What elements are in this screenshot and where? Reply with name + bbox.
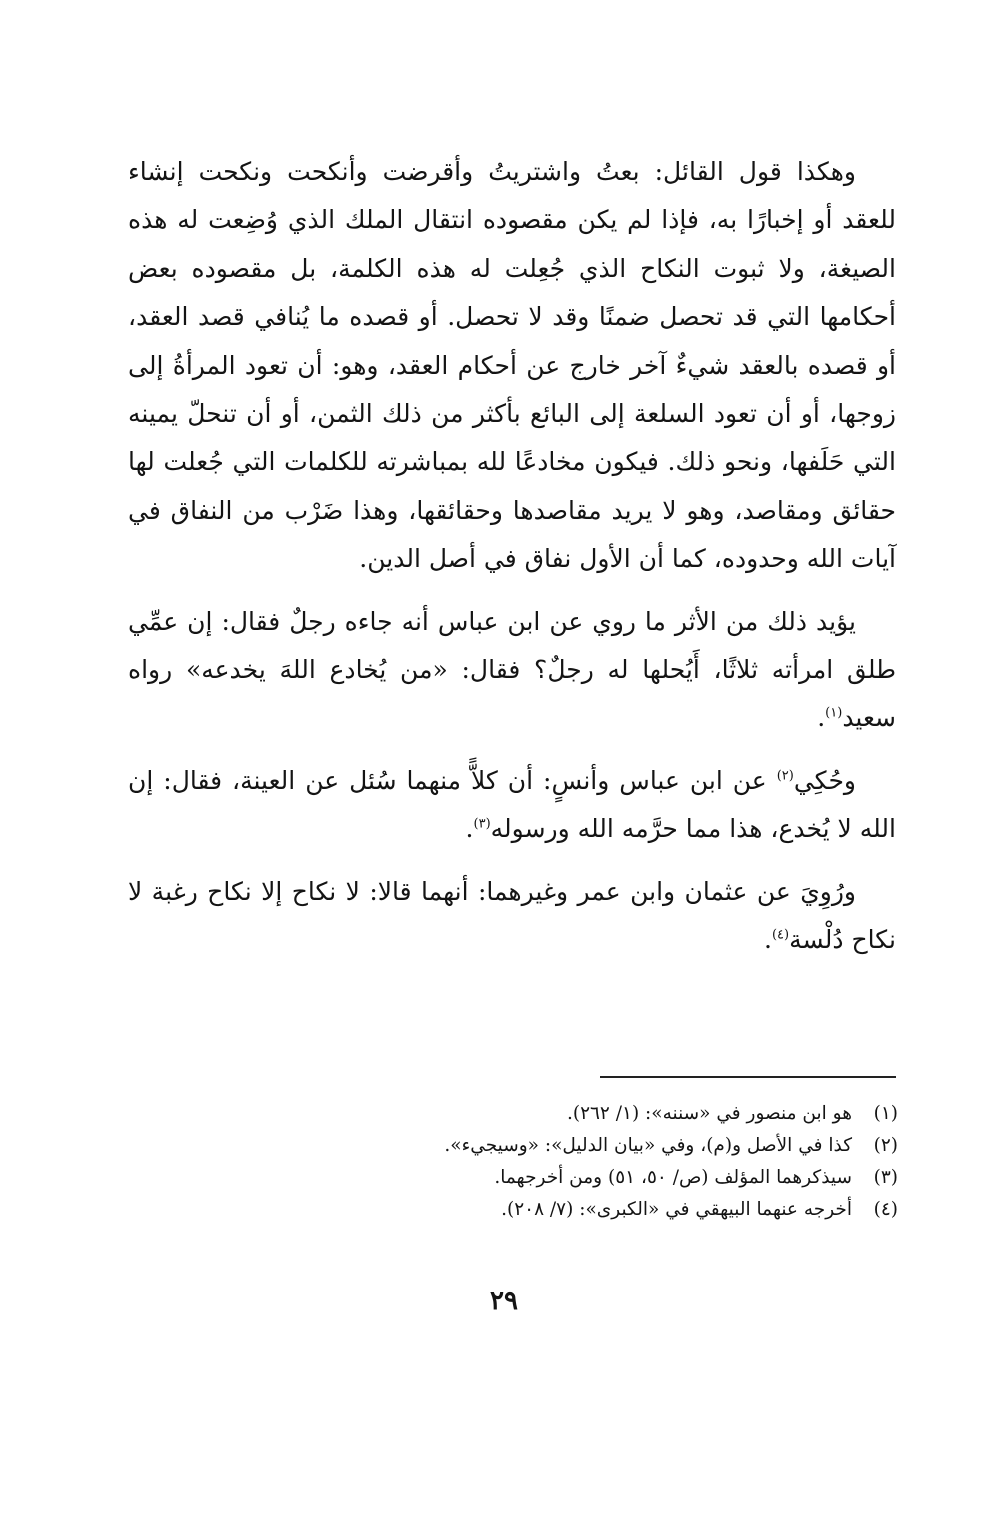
footnote-number: (٤) <box>873 1199 898 1220</box>
footnote-ref-4: (٤) <box>771 927 790 943</box>
footnote-text: أخرجه عنهما البيهقي في «الكبرى»: (٧/ ٢٠٨). <box>501 1199 852 1220</box>
paragraph-2 <box>128 598 896 743</box>
footnote-ref-2: (٢) <box>776 768 794 784</box>
paragraph-3-text-2: عن ابن عباس وأنسٍ: أن كلاًّ منهما سُئل عن العينة، فقال: إن الله لا يُخدع، هذا مما حرَّمه الله ورسوله <box>128 765 896 844</box>
paragraph-4 <box>128 868 896 965</box>
footnote-ref-1: (١) <box>825 706 843 722</box>
footnote-3 <box>300 1162 898 1194</box>
paragraph-3-text: وحُكِي <box>793 765 856 795</box>
footnote-text: كذا في الأصل و(م)، وفي «بيان الدليل»: «وسيجيء». <box>444 1135 852 1156</box>
footnote-ref-3: (٣) <box>473 816 491 832</box>
footnote-number: (١) <box>873 1103 898 1124</box>
footnote-1 <box>300 1098 898 1130</box>
paragraph-1-text: وهكذا قول القائل: بعتُ واشتريتُ وأقرضت وأنكحت ونكحت إنشاء للعقد أو إخبارًا به، فإذا لم يكن مقصوده انتقال الملك الذي وُضِعت له هذه الصيغة، ولا ثبوت النكاح الذي جُعِلت له هذه الكلمة، بل مقصوده بعض أحكامها التي قد تحصل ضمنًا وقد لا تحصل. أو قصده ما يُنافي قصد العقد، أو قصده بالعقد شيءٌ آخر خارج عن أحكام العقد، وهو: أن تعود المرأةُ إلى زوجها، أو أن تعود السلعة إلى البائع بأكثر من ذلك الثمن، أو أن تنحلّ يمينه التي حَلَفها، ونحو ذلك. فيكون مخادعًا لله بمباشرته للكلمات التي جُعلت لها حقائق ومقاصد، وهو لا يريد مقاصدها وحقائقها، وهذا ضَرْب من النفاق في آيات الله وحدوده، كما أن الأول نفاق في أصل الدين. <box>128 157 896 574</box>
footnote-separator <box>600 1076 896 1078</box>
footnote-2 <box>300 1130 898 1162</box>
paragraph-4-tail: . <box>763 925 772 955</box>
footnote-number: (٢) <box>873 1135 898 1156</box>
footnotes <box>300 1098 898 1226</box>
footnote-number: (٣) <box>873 1167 898 1188</box>
main-text <box>128 148 896 965</box>
paragraph-3-tail: . <box>465 814 474 844</box>
paragraph-2-text: يؤيد ذلك من الأثر ما روي عن ابن عباس أنه جاءه رجلٌ فقال: إن عمِّي طلق امرأته ثلاثًا، أَيُحلها له رجلٌ؟ فقال: «من يُخادع اللهَ يخدعه» رواه سعيد <box>128 606 896 733</box>
footnote-4 <box>300 1194 898 1226</box>
paragraph-4-text: ورُوِيَ عن عثمان وابن عمر وغيرهما: أنهما قالا: لا نكاح إلا نكاح رغبة لا نكاح دُلْسة <box>128 876 896 955</box>
paragraph-1 <box>128 148 896 584</box>
page-number: ٢٩ <box>490 1286 518 1316</box>
paragraph-2-tail: . <box>817 703 826 733</box>
footnote-text: هو ابن منصور في «سننه»: (١/ ٢٦٢). <box>566 1103 852 1124</box>
footnote-text: سيذكرهما المؤلف (ص/ ٥٠، ٥١) ومن أخرجهما. <box>494 1167 852 1188</box>
paragraph-3 <box>128 757 896 854</box>
